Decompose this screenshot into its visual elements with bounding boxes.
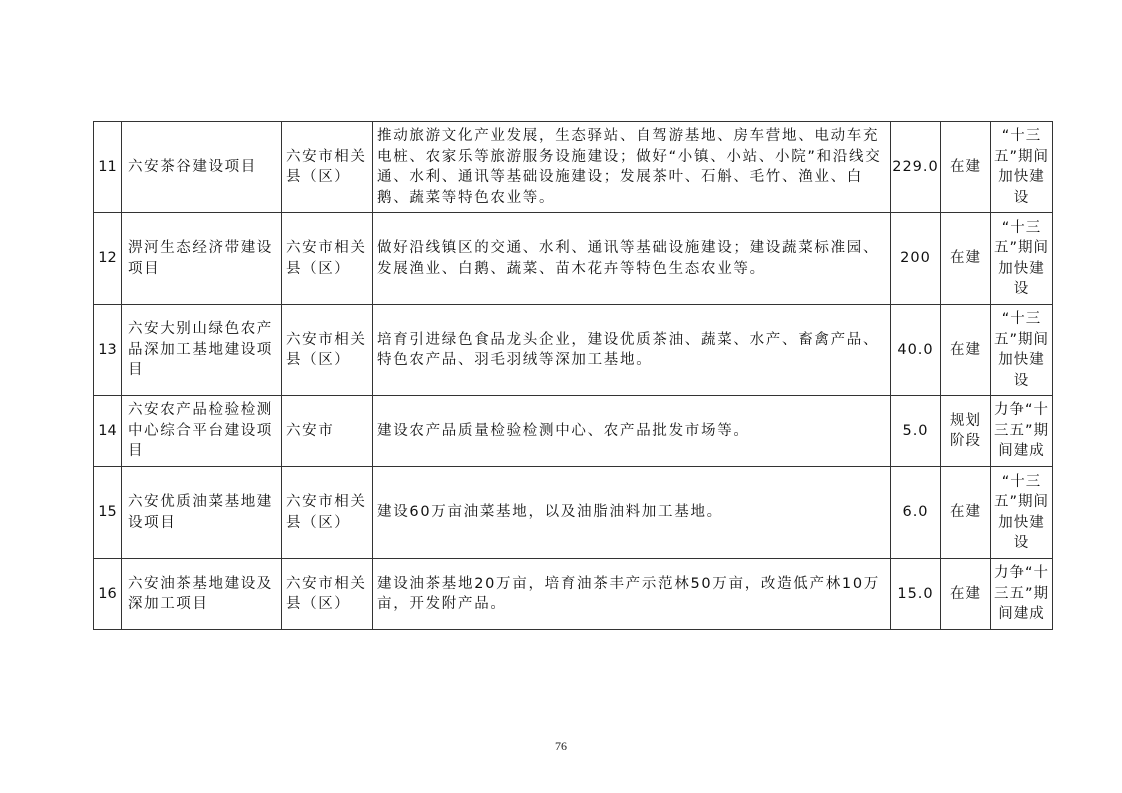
project-investment: 5.0 xyxy=(891,396,941,467)
table-row xyxy=(94,559,1053,630)
table-row xyxy=(94,396,1053,467)
project-timeline-cell xyxy=(991,305,1053,396)
project-timeline: “十三五”期间加快建设 xyxy=(993,311,1049,389)
table-row xyxy=(94,467,1053,559)
row-number: 12 xyxy=(94,213,122,305)
project-content: 培育引进绿色食品龙头企业，建设优质茶油、蔬菜、水产、畜禽产品、特色农产品、羽毛羽绒等深加工基地。 xyxy=(373,305,891,396)
project-timeline: “十三五”期间加快建设 xyxy=(993,473,1049,551)
project-status: 在建 xyxy=(950,585,981,602)
project-timeline: “十三五”期间加快建设 xyxy=(993,128,1049,206)
page-number: 76 xyxy=(555,739,567,753)
project-timeline-cell xyxy=(991,213,1053,305)
project-content: 建设油茶基地20万亩，培育油茶丰产示范林50万亩，改造低产林10万亩，开发附产品。 xyxy=(373,559,891,630)
project-status-cell xyxy=(941,122,991,213)
projects-table xyxy=(93,121,1053,630)
project-investment: 15.0 xyxy=(891,559,941,630)
project-content: 建设60万亩油菜基地，以及油脂油料加工基地。 xyxy=(373,467,891,559)
row-number: 15 xyxy=(94,467,122,559)
project-timeline-cell xyxy=(991,122,1053,213)
row-number: 11 xyxy=(94,122,122,213)
project-status-cell xyxy=(941,396,991,467)
project-status-cell xyxy=(941,559,991,630)
project-investment: 200 xyxy=(891,213,941,305)
project-status: 在建 xyxy=(950,158,981,175)
project-name: 六安优质油菜基地建设项目 xyxy=(122,467,282,559)
project-name: 淠河生态经济带建设项目 xyxy=(122,213,282,305)
row-number: 16 xyxy=(94,559,122,630)
project-location: 六安市相关县（区） xyxy=(282,467,373,559)
row-number: 13 xyxy=(94,305,122,396)
project-timeline: “十三五”期间加快建设 xyxy=(993,219,1049,297)
project-location: 六安市相关县（区） xyxy=(282,213,373,305)
project-content: 做好沿线镇区的交通、水利、通讯等基础设施建设；建设蔬菜标准园、发展渔业、白鹅、蔬菜、苗木花卉等特色生态农业等。 xyxy=(373,213,891,305)
table-row xyxy=(94,213,1053,305)
project-status: 规划阶段 xyxy=(950,412,981,449)
project-investment: 6.0 xyxy=(891,467,941,559)
project-location: 六安市相关县（区） xyxy=(282,122,373,213)
row-number: 14 xyxy=(94,396,122,467)
project-timeline-cell xyxy=(991,396,1053,467)
project-location: 六安市 xyxy=(282,396,373,467)
project-status: 在建 xyxy=(950,504,981,521)
project-status-cell xyxy=(941,213,991,305)
project-name: 六安大别山绿色农产品深加工基地建设项目 xyxy=(122,305,282,396)
project-status-cell xyxy=(941,467,991,559)
project-content: 建设农产品质量检验检测中心、农产品批发市场等。 xyxy=(373,396,891,467)
table-row xyxy=(94,122,1053,213)
project-name: 六安农产品检验检测中心综合平台建设项目 xyxy=(122,396,282,467)
project-location: 六安市相关县（区） xyxy=(282,305,373,396)
project-status: 在建 xyxy=(950,341,981,358)
project-timeline-cell xyxy=(991,559,1053,630)
project-timeline: 力争“十三五”期间建成 xyxy=(993,565,1049,623)
project-investment: 40.0 xyxy=(891,305,941,396)
project-status: 在建 xyxy=(950,250,981,267)
project-investment: 229.0 xyxy=(891,122,941,213)
project-timeline: 力争“十三五”期间建成 xyxy=(993,402,1049,460)
project-content: 推动旅游文化产业发展，生态驿站、自驾游基地、房车营地、电动车充电桩、农家乐等旅游服务设施建设；做好“小镇、小站、小院”和沿线交通、水利、通讯等基础设施建设；发展茶叶、石斛、毛竹、渔业、白鹅、蔬菜等特色农业等。 xyxy=(373,122,891,213)
project-status-cell xyxy=(941,305,991,396)
project-name: 六安茶谷建设项目 xyxy=(122,122,282,213)
project-location: 六安市相关县（区） xyxy=(282,559,373,630)
project-timeline-cell xyxy=(991,467,1053,559)
table-row xyxy=(94,305,1053,396)
project-name: 六安油茶基地建设及深加工项目 xyxy=(122,559,282,630)
